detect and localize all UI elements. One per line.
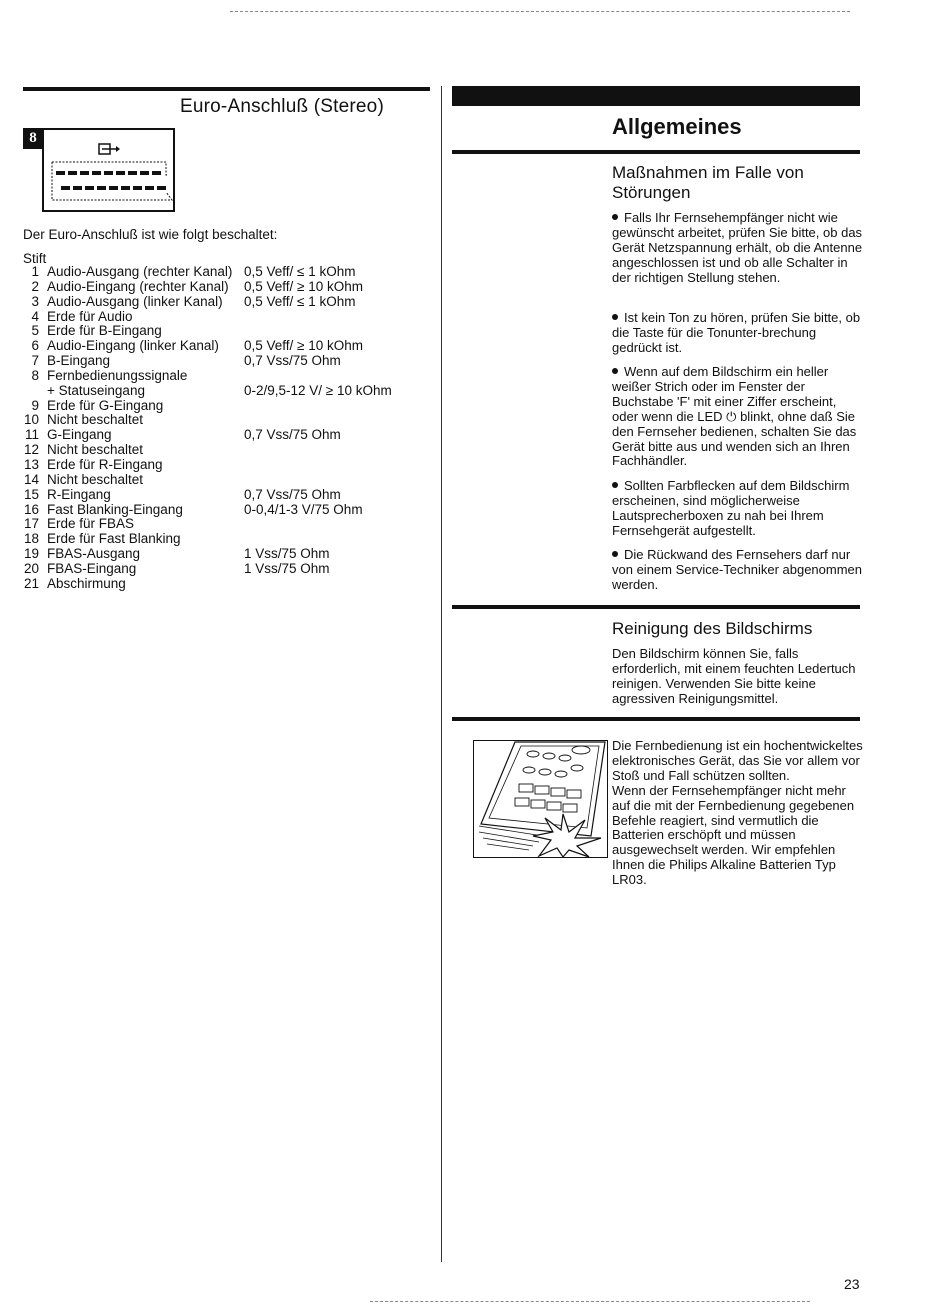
list-item — [612, 365, 864, 469]
cleaning-text: Den Bildschirm können Sie, falls erforderlich, mit einem feuchten Ledertuch reinigen. Verwenden Sie bitte keine agressiven Reinigungsmittel. — [612, 646, 856, 706]
pin-number: 18 — [23, 531, 39, 547]
pin-number: 2 — [31, 278, 39, 294]
remote-control-drop-icon — [473, 740, 608, 858]
troubleshooting-heading-line2: Störungen — [612, 183, 691, 202]
pin-description: Erde für Fast Blanking — [47, 531, 181, 547]
pin-description: G-Eingang — [47, 427, 112, 443]
remote-text-paragraph1: Die Fernbedienung ist ein hochentwickeltes elektronisches Gerät, das Sie vor allem vor Stoß und Fall schützen sollten. — [612, 738, 863, 783]
pin-description: Audio-Ausgang (rechter Kanal) — [47, 264, 233, 279]
pin-number: 10 — [23, 412, 39, 428]
pin-description: + Statuseingang — [47, 382, 145, 398]
pin-number: 20 — [23, 560, 39, 576]
section-rule — [452, 150, 860, 154]
bullet-text: Die Rückwand des Fernsehers darf nur von einem Service-Techniker abgenommen werden. — [612, 547, 863, 592]
pin-number: 14 — [23, 471, 39, 487]
pin-number: 8 — [31, 367, 39, 383]
pin-description: Abschirmung — [47, 575, 126, 591]
pin-number: 9 — [31, 397, 39, 413]
pin-description: Nicht beschaltet — [47, 412, 144, 428]
pin-column-header: Stift — [23, 251, 47, 266]
pin-number: 12 — [23, 442, 39, 458]
pin-value: 0-2/9,5-12 V/ ≥ 10 kOhm — [244, 382, 392, 398]
bullet-text: Wenn auf dem Bildschirm ein heller weißer Strich oder im Fenster der Buchstabe 'F' mit einer Ziffer erscheint, oder wenn die LED ⏻ blinkt, ohne daß Sie den Fernseher bedienen, schalten Sie das Gerät bitte aus und wenden sich an Ihren Fachhändler. — [612, 364, 857, 469]
pin-value: 1 Vss/75 Ohm — [244, 560, 330, 576]
troubleshooting-heading-line1: Maßnahmen im Falle von — [612, 163, 804, 182]
pin-number: 4 — [31, 308, 39, 324]
pin-description: Nicht beschaltet — [47, 471, 144, 487]
pin-value: 0,7 Vss/75 Ohm — [244, 353, 341, 369]
pin-number: 7 — [31, 353, 39, 369]
pin-description: Audio-Eingang (rechter Kanal) — [47, 278, 229, 294]
pin-number: 15 — [23, 486, 39, 502]
pin-number: 3 — [31, 293, 39, 309]
bullet-icon — [612, 314, 618, 320]
remote-text-paragraph2: Wenn der Fernsehempfänger nicht mehr auf die mit der Fernbedienung gegebenen Befehle reagiert, sind vermutlich die Batterien erschöpft und müssen ausgewechselt werden. Wir empfehlen Ihnen die Philips Alkaline Batterien Typ LR03. — [612, 782, 855, 888]
euro-connector-title: Euro-Anschluß (Stereo) — [180, 96, 384, 117]
pin-value: 0,5 Veff/ ≤ 1 kOhm — [244, 264, 356, 279]
pin-number: 13 — [23, 456, 39, 472]
left-top-rule — [23, 87, 430, 91]
bullet-text: Ist kein Ton zu hören, prüfen Sie bitte, ob die Taste für die Tonunter-brechung gedrückt ist. — [612, 310, 861, 355]
pin-description: Nicht beschaltet — [47, 442, 144, 458]
bullet-icon — [612, 368, 618, 374]
list-item — [612, 211, 864, 286]
pin-value: 0,5 Veff/ ≤ 1 kOhm — [244, 293, 356, 309]
column-divider — [441, 86, 442, 1262]
list-item — [612, 479, 864, 539]
pin-description: Erde für R-Eingang — [47, 456, 163, 472]
pin-description: Fernbedienungssignale — [47, 367, 188, 383]
cleaning-heading: Reinigung des Bildschirms — [612, 619, 813, 638]
pin-description: R-Eingang — [47, 486, 111, 502]
bullet-text: Sollten Farbflecken auf dem Bildschirm erscheinen, sind möglicherweise Lautsprecherboxen zu nah bei Ihrem Fernsehgerät aufgestellt. — [612, 478, 850, 538]
pin-description: Audio-Ausgang (linker Kanal) — [47, 293, 223, 309]
intro-text: Der Euro-Anschluß ist wie folgt beschaltet: — [23, 227, 278, 242]
pin-value: 0,5 Veff/ ≥ 10 kOhm — [244, 278, 363, 294]
bullet-text: Falls Ihr Fernsehempfänger nicht wie gewünscht arbeitet, prüfen Sie bitte, ob das Gerät Netzspannung erhält, ob die Antenne angeschlossen ist und ob alle Schalter in der richtigen Stellung stehen. — [612, 210, 863, 285]
pin-number: 1 — [31, 264, 39, 279]
bullet-icon — [612, 551, 618, 557]
list-item — [612, 311, 864, 356]
pin-number: 16 — [23, 501, 39, 517]
bullet-icon — [612, 214, 618, 220]
pin-value: 1 Vss/75 Ohm — [244, 546, 330, 562]
scart-connector-icon — [44, 130, 173, 210]
pin-value: 0,7 Vss/75 Ohm — [244, 427, 341, 443]
pin-description: Fast Blanking-Eingang — [47, 501, 183, 517]
pin-value: 0,5 Veff/ ≥ 10 kOhm — [244, 338, 363, 354]
remote-text — [612, 739, 864, 888]
right-header-bar — [452, 86, 860, 106]
list-item — [612, 548, 864, 593]
pin-number: 17 — [23, 516, 39, 532]
troubleshooting-heading — [612, 163, 804, 203]
pin-number: 21 — [23, 575, 39, 591]
pin-description: Audio-Eingang (linker Kanal) — [47, 338, 219, 354]
pin-value: 0-0,4/1-3 V/75 Ohm — [244, 501, 363, 517]
scan-artifact-top — [230, 11, 850, 13]
pin-description: Erde für B-Eingang — [47, 323, 162, 339]
pin-number: 5 — [31, 323, 39, 339]
scan-artifact-bottom — [370, 1301, 810, 1303]
pin-description: Erde für G-Eingang — [47, 397, 164, 413]
pin-description: B-Eingang — [47, 353, 111, 369]
section-rule — [452, 717, 860, 721]
pin-description: Erde für Audio — [47, 308, 133, 324]
section-title: Allgemeines — [612, 114, 742, 139]
pin-description: FBAS-Ausgang — [47, 546, 141, 562]
section-rule — [452, 605, 860, 609]
page-number: 23 — [844, 1276, 860, 1292]
pin-number: 11 — [24, 427, 39, 443]
section-number-badge: 8 — [23, 128, 43, 149]
pin-description: FBAS-Eingang — [47, 560, 137, 576]
pin-number: 19 — [23, 546, 39, 562]
remote-control-illustration — [473, 740, 608, 858]
pin-description: Erde für FBAS — [47, 516, 135, 532]
pin-value: 0,7 Vss/75 Ohm — [244, 486, 341, 502]
pin-number: 6 — [31, 338, 39, 354]
bullet-icon — [612, 482, 618, 488]
scart-connector-diagram — [42, 128, 175, 212]
